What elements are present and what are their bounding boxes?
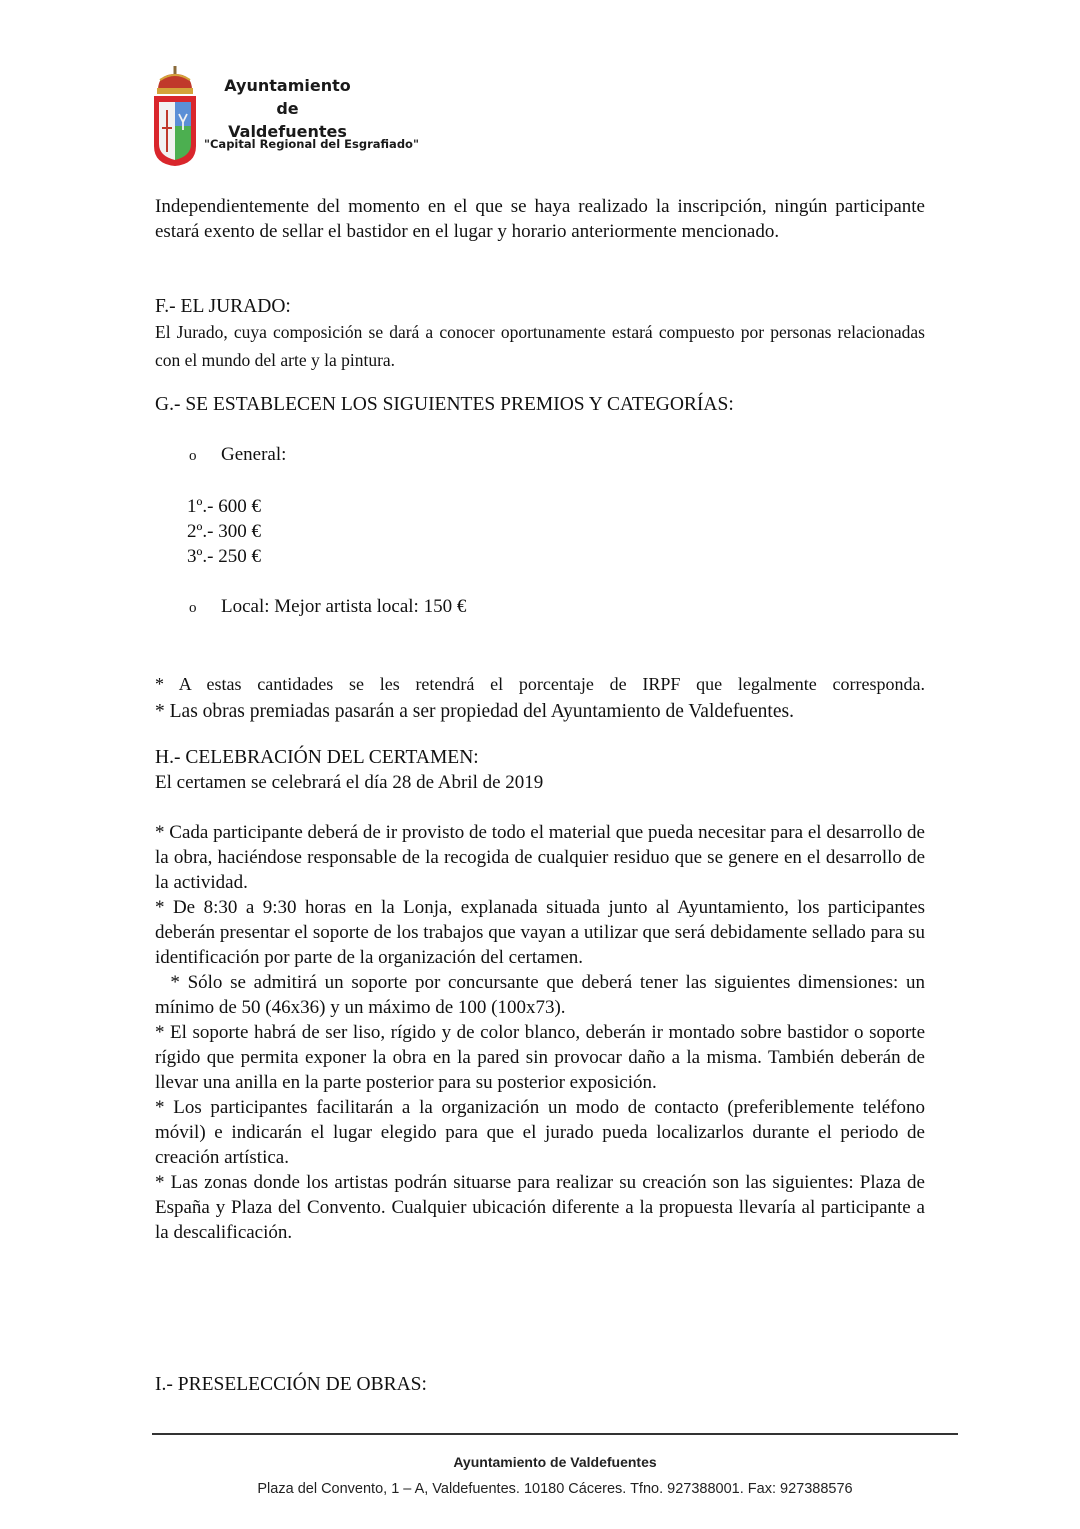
rule-item: * Sólo se admitirá un soporte por concursante que deberá tener las siguientes dimensiones: un mínimo de 50 (46x36) y un máximo de 100 (100x73). [155, 972, 930, 1018]
section-g-premios [155, 392, 925, 621]
section-i-preseleccion [155, 1372, 925, 1397]
org-name-line-1: Ayuntamiento [224, 76, 351, 95]
rule-item: * Cada participante deberá de ir provisto de todo el material que pueda necesitar para el desarrollo de la obra, haciéndose responsable de la recogida de cualquier residuo que se genere en el desarrollo de la actividad. [155, 822, 925, 893]
category-local [155, 594, 925, 621]
section-f-heading: F.- EL JURADO: [155, 296, 291, 317]
section-f-jurado [155, 294, 925, 374]
section-g-heading: G.- SE ESTABLECEN LOS SIGUIENTES PREMIOS Y CATEGORÍAS: [155, 394, 734, 415]
org-name-line-2: de [276, 99, 299, 118]
rule-item: * De 8:30 a 9:30 horas en la Lonja, explanada situada junto al Ayuntamiento, los participantes deberán presentar el soporte de los trabajos que vayan a utilizar que será debidamente sellado para su identificación por parte de la organización del certamen. [155, 897, 925, 968]
category-general-label: General: [221, 444, 287, 465]
section-f-text: El Jurado, cuya composición se dará a conocer oportunamente estará compuesto por personas relacionadas con el mundo del arte y la pintura. [155, 322, 925, 370]
footer-address: Plaza del Convento, 1 – A, Valdefuentes. 10180 Cáceres. Tfno. 927388001. Fax: 927388576 [257, 1481, 853, 1497]
footer-org-name: Ayuntamiento de Valdefuentes [453, 1454, 657, 1470]
prize-note: * Las obras premiadas pasarán a ser propiedad del Ayuntamiento de Valdefuentes. [155, 701, 794, 722]
org-name-line-3: Valdefuentes [228, 122, 347, 141]
letterhead [152, 66, 452, 171]
prize-list [155, 494, 925, 569]
section-h-heading: H.- CELEBRACIÓN DEL CERTAMEN: [155, 747, 479, 768]
section-h-rules [155, 820, 930, 1245]
rule-item: * Las zonas donde los artistas podrán situarse para realizar su creación son las siguientes: Plaza de España y Plaza del Convento. Cualquier ubicación diferente a la propuesta llevaría al participante a la descalificación. [155, 1172, 925, 1243]
rule-item: * Los participantes facilitarán a la organización un modo de contacto (preferiblemente teléfono móvil) e indicarán el lugar elegido para que el jurado pueda localizarlos durante el periodo de creación artística. [155, 1097, 925, 1168]
organization-name [200, 74, 450, 143]
footer-divider [152, 1433, 958, 1435]
section-h-celebracion [155, 745, 925, 795]
intro-section [155, 194, 925, 244]
section-i-heading: I.- PRESELECCIÓN DE OBRAS: [155, 1374, 427, 1395]
circle-bullet-icon: o [189, 448, 197, 464]
circle-bullet-icon: o [189, 600, 197, 616]
category-general [155, 442, 925, 469]
prize-item: 2º.- 300 € [187, 521, 261, 542]
prize-notes [155, 670, 925, 726]
prize-item: 3º.- 250 € [187, 546, 261, 567]
section-h-date: El certamen se celebrará el día 28 de Abril de 2019 [155, 772, 544, 793]
org-motto: "Capital Regional del Esgrafiado" [204, 137, 419, 151]
coat-of-arms-icon [152, 66, 198, 168]
category-local-label: Local: Mejor artista local: 150 € [221, 596, 467, 617]
footer [152, 1452, 958, 1499]
prize-note: * A estas cantidades se les retendrá el porcentaje de IRPF que legalmente corresponda. [155, 674, 925, 694]
intro-paragraph: Independientemente del momento en el que se haya realizado la inscripción, ningún participante estará exento de sellar el bastidor en el lugar y horario anteriormente mencionado. [155, 196, 925, 242]
rule-item: * El soporte habrá de ser liso, rígido y de color blanco, deberán ir montado sobre bastidor o soporte rígido que permita exponer la obra en la pared sin provocar daño a la misma. También deberán de llevar una anilla en la parte posterior para su posterior exposición. [155, 1022, 925, 1093]
prize-item: 1º.- 600 € [187, 496, 261, 517]
